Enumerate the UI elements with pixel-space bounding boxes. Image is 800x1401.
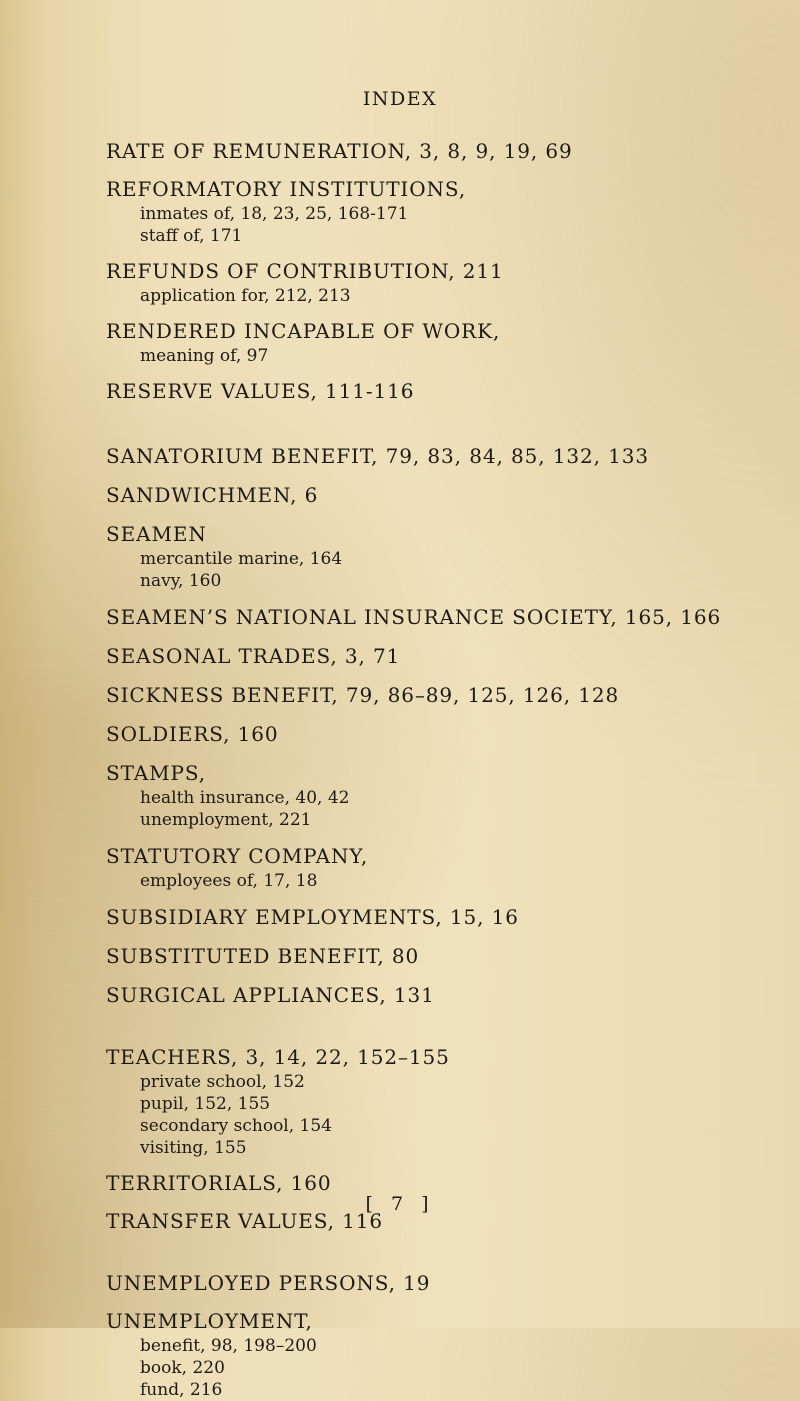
index-subentry: mercantile marine, 164 bbox=[140, 549, 343, 569]
index-term: SICKNESS BENEFIT, 79, 86–89, 125, 126, 128 bbox=[106, 683, 620, 707]
index-entry bbox=[106, 760, 786, 831]
index-entry bbox=[106, 138, 786, 165]
index-term: SANATORIUM BENEFIT, 79, 83, 84, 85, 132, 133 bbox=[106, 444, 649, 468]
index-subentry: health insurance, 40, 42 bbox=[140, 788, 350, 808]
index-entry bbox=[106, 482, 786, 509]
index-term: UNEMPLOYED PERSONS, 19 bbox=[106, 1271, 431, 1295]
index-term: SUBSIDIARY EMPLOYMENTS, 15, 16 bbox=[106, 905, 519, 929]
index-term: SOLDIERS, 160 bbox=[106, 722, 279, 746]
index-subentry: inmates of, 18, 23, 25, 168-171 bbox=[140, 204, 409, 224]
index-entry bbox=[106, 176, 786, 247]
index-entry bbox=[106, 904, 786, 931]
index-entry bbox=[106, 521, 786, 592]
index-subentry: navy, 160 bbox=[140, 571, 222, 591]
index-term: RATE OF REMUNERATION, 3, 8, 9, 19, 69 bbox=[106, 139, 573, 163]
index-entry bbox=[106, 982, 786, 1009]
index-term: REFUNDS OF CONTRIBUTION, 211 bbox=[106, 259, 504, 283]
index-term: SURGICAL APPLIANCES, 131 bbox=[106, 983, 435, 1007]
index-term: STAMPS, bbox=[106, 761, 206, 785]
index-entry bbox=[106, 943, 786, 970]
index-subentry: pupil, 152, 155 bbox=[140, 1094, 271, 1114]
index-term: TRANSFER VALUES, 116 bbox=[106, 1209, 383, 1233]
index-subentry: book, 220 bbox=[140, 1358, 225, 1378]
index-subentry: staff of, 171 bbox=[140, 226, 243, 246]
index-term: UNEMPLOYMENT, bbox=[106, 1309, 313, 1333]
index-entry bbox=[106, 1308, 786, 1401]
index-subentry: fund, 216 bbox=[140, 1380, 223, 1400]
index-entry bbox=[106, 1044, 786, 1159]
index-term: TERRITORIALS, 160 bbox=[106, 1171, 332, 1195]
index-subentry: benefit, 98, 198–200 bbox=[140, 1336, 317, 1356]
index-entry bbox=[106, 604, 786, 631]
index-entry bbox=[106, 378, 786, 405]
index-entry bbox=[106, 258, 786, 307]
index-entry bbox=[106, 318, 786, 367]
index-subentry: meaning of, 97 bbox=[140, 346, 269, 366]
index-subentry: private school, 152 bbox=[140, 1072, 305, 1092]
index-subentry: visiting, 155 bbox=[140, 1138, 247, 1158]
index-term: RESERVE VALUES, 111-116 bbox=[106, 379, 415, 403]
index-term: SEASONAL TRADES, 3, 71 bbox=[106, 644, 401, 668]
index-term: SEAMEN’S NATIONAL INSURANCE SOCIETY, 165, 166 bbox=[106, 605, 722, 629]
index-entry bbox=[106, 682, 786, 709]
index-term: REFORMATORY INSTITUTIONS, bbox=[106, 177, 467, 201]
index-term: SANDWICHMEN, 6 bbox=[106, 483, 319, 507]
index-entry bbox=[106, 843, 786, 892]
index-entry bbox=[106, 721, 786, 748]
index-term: SEAMEN bbox=[106, 522, 207, 546]
index-entry bbox=[106, 643, 786, 670]
index-subentry: employees of, 17, 18 bbox=[140, 871, 318, 891]
index-entry bbox=[106, 443, 786, 470]
index-term: SUBSTITUTED BENEFIT, 80 bbox=[106, 944, 420, 968]
index-term: RENDERED INCAPABLE OF WORK, bbox=[106, 319, 501, 343]
index-subentry: unemployment, 221 bbox=[140, 810, 312, 830]
index-subentry: secondary school, 154 bbox=[140, 1116, 332, 1136]
index-subentry: application for, 212, 213 bbox=[140, 286, 351, 306]
page-number: [ 7 ] bbox=[365, 1193, 435, 1215]
index-entry bbox=[106, 1270, 786, 1297]
page-header: INDEX bbox=[362, 88, 438, 110]
index-term: STATUTORY COMPANY, bbox=[106, 844, 369, 868]
index-term: TEACHERS, 3, 14, 22, 152–155 bbox=[106, 1045, 450, 1069]
